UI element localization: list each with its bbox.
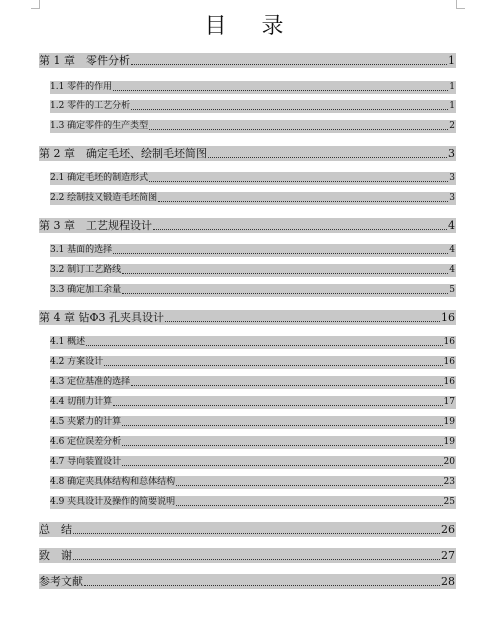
toc-dot-leader [73,559,440,560]
toc-section-entry[interactable] [50,416,456,429]
toc-section-entry[interactable] [50,192,456,205]
toc-dot-leader [84,585,440,586]
toc-dot-leader [131,385,442,386]
toc-section-entry[interactable] [50,496,456,509]
toc-entry-page-number: 23 [443,477,455,487]
toc-entry-label: 1.3 确定零件的生产类型 [50,121,149,131]
toc-entry-page-number: 16 [443,337,455,347]
toc-section-entry[interactable] [50,456,456,469]
toc-entry-label: 总 结 [39,523,72,536]
toc-entry-page-number: 25 [443,497,455,507]
toc-entry-page-number: 16 [441,311,455,324]
toc-entry-page-number: 28 [441,575,455,588]
toc-chapter-entry[interactable] [39,218,456,233]
toc-entry-page-number: 3 [449,173,455,183]
toc-entry-label: 3.2 制订工艺路线 [50,265,122,275]
toc-entry-page-number: 5 [449,285,455,295]
toc-entry-label: 第 2 章 确定毛坯、绘制毛坯简图 [39,147,207,160]
toc-entry-page-number: 1 [448,54,455,67]
toc-section-entry[interactable] [50,436,456,449]
toc-entry-label: 参考文献 [39,575,83,588]
toc-section-entry[interactable] [50,81,456,94]
toc-entry-page-number: 3 [448,147,455,160]
toc-chapter-entry[interactable] [39,53,456,68]
toc-entry-page-number: 20 [443,457,455,467]
toc-section-entry[interactable] [50,396,456,409]
toc-dot-leader [149,181,448,182]
toc-entry-page-number: 26 [441,523,455,536]
toc-section-entry[interactable] [50,120,456,133]
toc-entry-label: 4.1 概述 [50,337,86,347]
toc-chapter-entry[interactable] [39,310,456,325]
toc-dot-leader [176,505,442,506]
toc-entry-label: 第 1 章 零件分析 [39,54,130,67]
toc-section-entry[interactable] [50,336,456,349]
toc-dot-leader [113,253,448,254]
toc-dot-leader [122,293,448,294]
toc-entry-page-number: 16 [443,377,455,387]
toc-dot-leader [176,485,442,486]
toc-entry-label: 1.2 零件的工艺分析 [50,101,131,111]
toc-entry-label: 4.9 夹具设计及操作的简要说明 [50,497,176,507]
toc-entry-label: 致 谢 [39,549,72,562]
toc-section-entry[interactable] [50,244,456,257]
toc-dot-leader [104,365,442,366]
toc-entry-label: 第 4 章 钻Φ3 孔夹具设计 [39,311,165,324]
toc-section-entry[interactable] [50,376,456,389]
toc-entry-label: 4.7 导向装置设计 [50,457,122,467]
toc-dot-leader [149,129,448,130]
toc-dot-leader [113,405,442,406]
toc-chapter-entry[interactable] [39,146,456,161]
toc-entry-label: 2.2 绘制技又锻造毛坯简图 [50,193,158,203]
toc-chapter-entry[interactable] [39,574,456,589]
toc-dot-leader [131,64,447,65]
toc-entry-page-number: 19 [443,437,455,447]
toc-entry-label: 1.1 零件的作用 [50,82,113,92]
toc-entry-label: 3.1 基面的选择 [50,245,113,255]
toc-dot-leader [165,321,440,322]
toc-chapter-entry[interactable] [39,548,456,563]
toc-title: 目 录 [204,14,298,39]
toc-section-entry[interactable] [50,356,456,369]
toc-entry-page-number: 4 [449,265,455,275]
toc-dot-leader [158,201,448,202]
toc-entry-label: 4.5 夹紧力的计算 [50,417,122,427]
toc-dot-leader [122,425,442,426]
toc-entry-page-number: 4 [448,219,455,232]
toc-entry-label: 3.3 确定加工余量 [50,285,122,295]
toc-entry-page-number: 1 [449,101,455,111]
toc-dot-leader [122,465,442,466]
toc-entry-label: 第 3 章 工艺规程设计 [39,219,152,232]
toc-entry-label: 4.6 定位误差分析 [50,437,122,447]
toc-dot-leader [208,157,447,158]
toc-entry-page-number: 17 [443,397,455,407]
toc-entry-page-number: 16 [443,357,455,367]
toc-section-entry[interactable] [50,264,456,277]
toc-entry-label: 4.8 确定夹具体结构和总体结构 [50,477,176,487]
toc-dot-leader [122,273,448,274]
toc-dot-leader [153,229,447,230]
toc-dot-leader [122,445,442,446]
toc-section-entry[interactable] [50,100,456,113]
toc-entry-page-number: 27 [441,549,455,562]
toc-entry-label: 4.4 切削力计算 [50,397,113,407]
toc-entry-page-number: 3 [449,193,455,203]
toc-entry-page-number: 2 [449,121,455,131]
toc-entry-page-number: 19 [443,417,455,427]
toc-dot-leader [113,90,448,91]
toc-entry-page-number: 1 [449,82,455,92]
toc-entry-page-number: 4 [449,245,455,255]
toc-section-entry[interactable] [50,284,456,297]
toc-entry-label: 4.2 方案设计 [50,357,104,367]
toc-chapter-entry[interactable] [39,522,456,537]
toc-section-entry[interactable] [50,476,456,489]
toc-entry-label: 2.1 确定毛坯的制造形式 [50,173,149,183]
toc-dot-leader [73,533,440,534]
toc-section-entry[interactable] [50,172,456,185]
toc-dot-leader [131,109,448,110]
toc-entry-label: 4.3 定位基准的选择 [50,377,131,387]
toc-dot-leader [86,345,442,346]
